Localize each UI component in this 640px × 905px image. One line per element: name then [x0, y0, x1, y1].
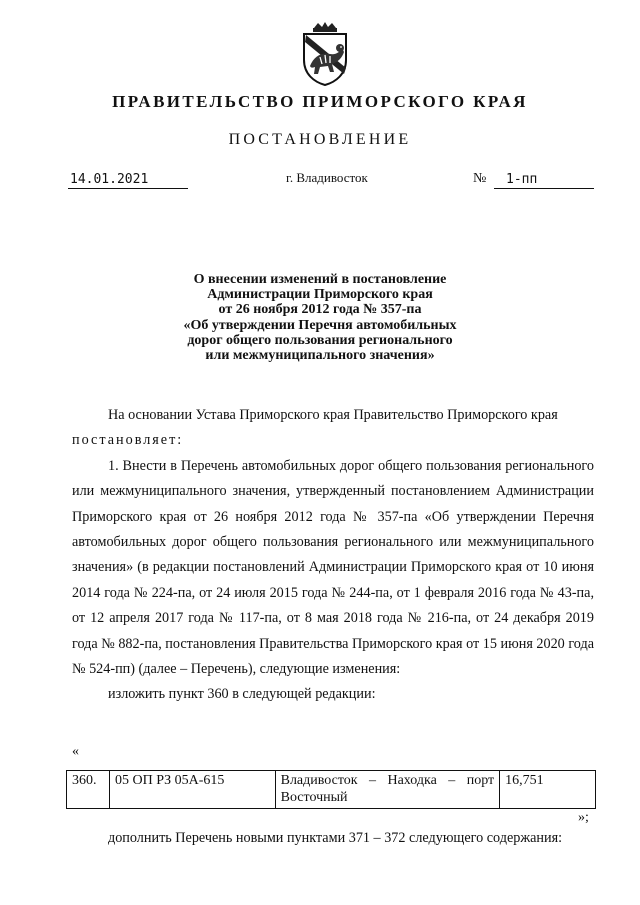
road-code-cell: 05 ОП РЗ 05А-615 [109, 771, 275, 809]
quote-open-mark: « [72, 744, 79, 759]
subject-line: дорог общего пользования регионального [187, 332, 453, 348]
number-label: № [473, 171, 487, 186]
subject-line: «Об утверждении Перечня автомобильных [183, 317, 457, 333]
table-row [67, 771, 596, 809]
quote-close-mark: »; [578, 810, 589, 825]
subject-line: О внесении изменений в постановление [193, 272, 447, 287]
document-type-title: ПОСТАНОВЛЕНИЕ [228, 131, 412, 148]
coat-of-arms-tiger-icon [300, 22, 350, 86]
road-table [66, 770, 596, 809]
item-1-paragraph: 1. Внести в Перечень автомобильных дорог общего пользования регионального или межмуниципального значения, утвержденный постановлением Администрации Приморского края от 26 ноября 2012 года № 357-па «Об утверждении Перечня автомобильных дорог общего пользования регионального или межмуниципального значения» (в редакции постановлений Администрации Приморского края от 10 июня 2014 года № 224-па, от 24 июля 2015 года № 244-па, от 1 февраля 2016 года № 43-па, от 12 апреля 2017 года № 117-па, от 8 мая 2018 года № 216-па, от 24 декабря 2019 года № 882-па, постановления Правительства Приморского края от 15 июня 2020 года № 524-пп) (далее – Перечень), следующие изменения: [72, 457, 594, 678]
document-number: 1-пп [494, 172, 594, 189]
preamble-paragraph: На основании Устава Приморского края Правительство Приморского края [108, 407, 558, 423]
instruction-paragraph: изложить пункт 360 в следующей редакции: [108, 686, 376, 703]
resolves-word: постановляет: [72, 432, 184, 449]
subject-line: от 26 ноября 2012 года № 357-па [218, 302, 422, 318]
document-subject [130, 272, 510, 363]
document-date: 14.01.2021 [68, 172, 188, 189]
document-city: г. Владивосток [286, 170, 368, 185]
supplement-paragraph: дополнить Перечень новыми пунктами 371 – 372 следующего содержания: [108, 830, 563, 846]
subject-line: Администрации Приморского края [207, 287, 433, 303]
document-body [72, 403, 594, 708]
government-title: ПРАВИТЕЛЬСТВО ПРИМОРСКОГО КРАЯ [112, 92, 528, 111]
subject-line: или межмуниципального значения» [205, 348, 435, 364]
row-number-cell: 360. [67, 771, 110, 809]
road-length-cell: 16,751 [500, 771, 596, 809]
road-name-cell: Владивосток – Находка – порт Восточный [275, 771, 500, 809]
